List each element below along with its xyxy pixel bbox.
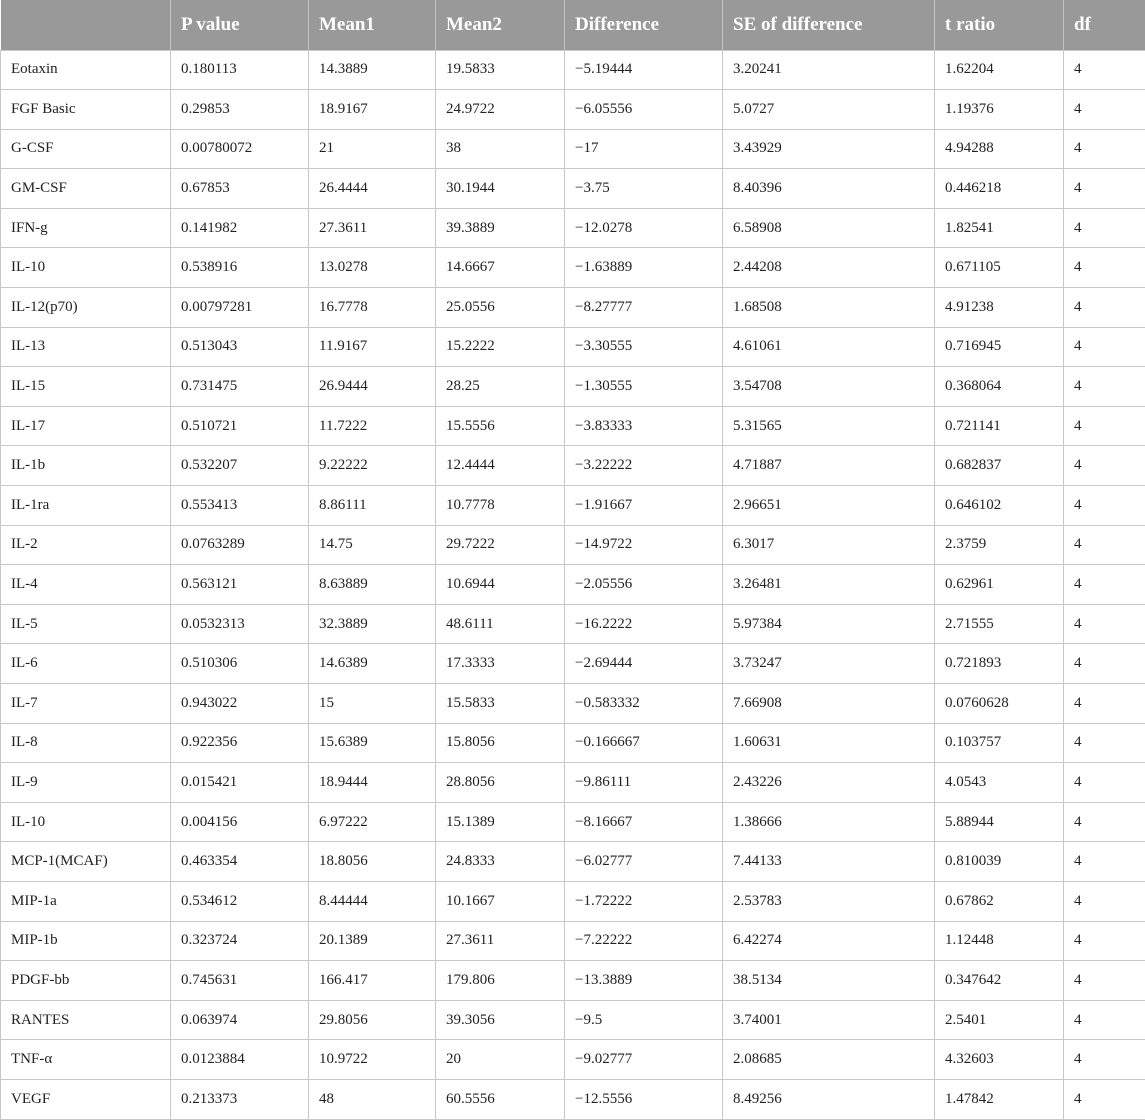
cell-t-ratio: 0.368064 (935, 367, 1064, 407)
cell-se-of-difference: 7.44133 (723, 842, 935, 882)
cell-t-ratio: 0.0760628 (935, 684, 1064, 724)
cell-analyte: IL-15 (1, 367, 171, 407)
cell-mean1: 27.3611 (309, 208, 436, 248)
cell-p-value: 0.180113 (171, 50, 309, 90)
cell-analyte: IL-12(p70) (1, 288, 171, 328)
cell-analyte: IFN-g (1, 208, 171, 248)
cell-p-value: 0.29853 (171, 90, 309, 130)
cell-mean1: 26.9444 (309, 367, 436, 407)
cell-analyte: IL-4 (1, 565, 171, 605)
cell-mean2: 39.3056 (436, 1000, 565, 1040)
table-row (1, 248, 1145, 288)
cell-difference: −9.5 (565, 1000, 723, 1040)
cell-se-of-difference: 4.61061 (723, 327, 935, 367)
cell-mean1: 10.9722 (309, 1040, 436, 1080)
cell-se-of-difference: 3.20241 (723, 50, 935, 90)
cell-df: 4 (1064, 842, 1145, 882)
cell-analyte: IL-17 (1, 406, 171, 446)
cell-se-of-difference: 7.66908 (723, 684, 935, 724)
cell-mean2: 27.3611 (436, 921, 565, 961)
table-row (1, 129, 1145, 169)
cell-df: 4 (1064, 90, 1145, 130)
cell-p-value: 0.004156 (171, 802, 309, 842)
cell-p-value: 0.323724 (171, 921, 309, 961)
cell-mean1: 48 (309, 1079, 436, 1119)
cell-analyte: RANTES (1, 1000, 171, 1040)
cell-mean2: 19.5833 (436, 50, 565, 90)
cell-analyte: GM-CSF (1, 169, 171, 209)
cell-difference: −3.75 (565, 169, 723, 209)
cell-t-ratio: 1.62204 (935, 50, 1064, 90)
column-header-analyte (1, 0, 171, 50)
cell-mean1: 15 (309, 684, 436, 724)
cell-t-ratio: 4.91238 (935, 288, 1064, 328)
cell-df: 4 (1064, 169, 1145, 209)
cell-se-of-difference: 3.74001 (723, 1000, 935, 1040)
cell-mean1: 8.44444 (309, 881, 436, 921)
cell-se-of-difference: 38.5134 (723, 961, 935, 1001)
cell-analyte: IL-10 (1, 248, 171, 288)
cell-mean1: 6.97222 (309, 802, 436, 842)
cell-mean2: 48.6111 (436, 604, 565, 644)
cell-mean1: 14.3889 (309, 50, 436, 90)
cell-mean2: 30.1944 (436, 169, 565, 209)
cell-mean2: 179.806 (436, 961, 565, 1001)
column-header-df: df (1064, 0, 1145, 50)
table-row (1, 288, 1145, 328)
cell-analyte: IL-2 (1, 525, 171, 565)
cell-df: 4 (1064, 1040, 1145, 1080)
cell-difference: −12.5556 (565, 1079, 723, 1119)
cell-p-value: 0.553413 (171, 486, 309, 526)
cell-mean1: 9.22222 (309, 446, 436, 486)
cell-analyte: VEGF (1, 1079, 171, 1119)
cell-difference: −9.02777 (565, 1040, 723, 1080)
cell-difference: −14.9722 (565, 525, 723, 565)
cell-mean2: 10.7778 (436, 486, 565, 526)
cell-analyte: IL-10 (1, 802, 171, 842)
cell-se-of-difference: 2.53783 (723, 881, 935, 921)
table-row (1, 565, 1145, 605)
cell-analyte: FGF Basic (1, 90, 171, 130)
cell-analyte: IL-13 (1, 327, 171, 367)
cell-df: 4 (1064, 1000, 1145, 1040)
cell-analyte: MIP-1b (1, 921, 171, 961)
cell-t-ratio: 2.71555 (935, 604, 1064, 644)
cell-analyte: IL-9 (1, 763, 171, 803)
column-header-mean2: Mean2 (436, 0, 565, 50)
table-row (1, 842, 1145, 882)
cell-difference: −3.83333 (565, 406, 723, 446)
table-row (1, 961, 1145, 1001)
cell-p-value: 0.463354 (171, 842, 309, 882)
cell-se-of-difference: 3.54708 (723, 367, 935, 407)
cell-difference: −1.63889 (565, 248, 723, 288)
cell-se-of-difference: 1.60631 (723, 723, 935, 763)
cell-t-ratio: 1.82541 (935, 208, 1064, 248)
cell-mean2: 10.1667 (436, 881, 565, 921)
cell-mean2: 15.2222 (436, 327, 565, 367)
cell-t-ratio: 4.0543 (935, 763, 1064, 803)
cell-mean2: 24.9722 (436, 90, 565, 130)
table-row (1, 169, 1145, 209)
cell-se-of-difference: 5.31565 (723, 406, 935, 446)
cell-mean1: 20.1389 (309, 921, 436, 961)
cell-df: 4 (1064, 802, 1145, 842)
cell-mean2: 15.5556 (436, 406, 565, 446)
cell-mean2: 15.1389 (436, 802, 565, 842)
cell-df: 4 (1064, 1079, 1145, 1119)
cell-se-of-difference: 5.0727 (723, 90, 935, 130)
column-header-p-value: P value (171, 0, 309, 50)
cell-p-value: 0.510306 (171, 644, 309, 684)
cell-se-of-difference: 2.43226 (723, 763, 935, 803)
cell-mean2: 14.6667 (436, 248, 565, 288)
table-row (1, 406, 1145, 446)
cell-p-value: 0.922356 (171, 723, 309, 763)
cell-mean1: 166.417 (309, 961, 436, 1001)
table-row (1, 50, 1145, 90)
cell-analyte: PDGF-bb (1, 961, 171, 1001)
cell-p-value: 0.513043 (171, 327, 309, 367)
cell-se-of-difference: 5.97384 (723, 604, 935, 644)
cell-se-of-difference: 4.71887 (723, 446, 935, 486)
cell-df: 4 (1064, 763, 1145, 803)
cell-df: 4 (1064, 486, 1145, 526)
cell-difference: −9.86111 (565, 763, 723, 803)
cell-difference: −1.91667 (565, 486, 723, 526)
cell-df: 4 (1064, 723, 1145, 763)
cell-se-of-difference: 3.43929 (723, 129, 935, 169)
table-row (1, 90, 1145, 130)
cell-analyte: IL-1ra (1, 486, 171, 526)
cell-difference: −8.16667 (565, 802, 723, 842)
cell-t-ratio: 0.67862 (935, 881, 1064, 921)
cell-t-ratio: 2.3759 (935, 525, 1064, 565)
cell-df: 4 (1064, 921, 1145, 961)
cell-difference: −0.166667 (565, 723, 723, 763)
cell-t-ratio: 4.94288 (935, 129, 1064, 169)
cell-se-of-difference: 8.40396 (723, 169, 935, 209)
cell-mean1: 14.75 (309, 525, 436, 565)
cell-mean1: 8.63889 (309, 565, 436, 605)
cell-t-ratio: 0.682837 (935, 446, 1064, 486)
cell-t-ratio: 0.347642 (935, 961, 1064, 1001)
cell-mean2: 15.8056 (436, 723, 565, 763)
cell-se-of-difference: 2.96651 (723, 486, 935, 526)
table-row (1, 881, 1145, 921)
cell-analyte: MIP-1a (1, 881, 171, 921)
cell-p-value: 0.532207 (171, 446, 309, 486)
cell-se-of-difference: 6.58908 (723, 208, 935, 248)
table-row (1, 525, 1145, 565)
cell-analyte: TNF-α (1, 1040, 171, 1080)
cell-difference: −8.27777 (565, 288, 723, 328)
cell-df: 4 (1064, 129, 1145, 169)
cell-df: 4 (1064, 208, 1145, 248)
cell-se-of-difference: 1.68508 (723, 288, 935, 328)
cell-mean1: 15.6389 (309, 723, 436, 763)
table-body (1, 50, 1145, 1119)
cell-t-ratio: 0.810039 (935, 842, 1064, 882)
cell-difference: −0.583332 (565, 684, 723, 724)
cell-se-of-difference: 1.38666 (723, 802, 935, 842)
cell-mean2: 10.6944 (436, 565, 565, 605)
cell-analyte: IL-5 (1, 604, 171, 644)
cell-mean1: 13.0278 (309, 248, 436, 288)
cell-t-ratio: 0.646102 (935, 486, 1064, 526)
column-header-t-ratio: t ratio (935, 0, 1064, 50)
cell-mean1: 18.9167 (309, 90, 436, 130)
cell-df: 4 (1064, 525, 1145, 565)
cell-p-value: 0.534612 (171, 881, 309, 921)
table-row (1, 1000, 1145, 1040)
cell-mean2: 20 (436, 1040, 565, 1080)
table-row (1, 367, 1145, 407)
cell-se-of-difference: 6.42274 (723, 921, 935, 961)
table-row (1, 486, 1145, 526)
cell-p-value: 0.563121 (171, 565, 309, 605)
table-row (1, 327, 1145, 367)
cell-t-ratio: 1.19376 (935, 90, 1064, 130)
column-header-se-of-difference: SE of difference (723, 0, 935, 50)
cell-p-value: 0.943022 (171, 684, 309, 724)
cell-p-value: 0.0532313 (171, 604, 309, 644)
cell-mean1: 11.9167 (309, 327, 436, 367)
cell-se-of-difference: 6.3017 (723, 525, 935, 565)
cell-df: 4 (1064, 565, 1145, 605)
cell-mean2: 17.3333 (436, 644, 565, 684)
cell-df: 4 (1064, 50, 1145, 90)
cell-t-ratio: 0.62961 (935, 565, 1064, 605)
cell-df: 4 (1064, 406, 1145, 446)
cell-t-ratio: 5.88944 (935, 802, 1064, 842)
cell-mean1: 18.9444 (309, 763, 436, 803)
cell-p-value: 0.745631 (171, 961, 309, 1001)
cell-df: 4 (1064, 604, 1145, 644)
cell-df: 4 (1064, 961, 1145, 1001)
column-header-mean1: Mean1 (309, 0, 436, 50)
cell-se-of-difference: 3.26481 (723, 565, 935, 605)
cell-difference: −2.05556 (565, 565, 723, 605)
table-row (1, 1079, 1145, 1119)
table-row (1, 723, 1145, 763)
cell-se-of-difference: 2.08685 (723, 1040, 935, 1080)
cell-t-ratio: 1.12448 (935, 921, 1064, 961)
cell-mean2: 28.25 (436, 367, 565, 407)
cell-mean1: 21 (309, 129, 436, 169)
cell-mean2: 28.8056 (436, 763, 565, 803)
cell-df: 4 (1064, 446, 1145, 486)
cell-mean1: 18.8056 (309, 842, 436, 882)
cell-mean2: 15.5833 (436, 684, 565, 724)
cell-analyte: MCP-1(MCAF) (1, 842, 171, 882)
table-row (1, 644, 1145, 684)
cell-mean2: 38 (436, 129, 565, 169)
cell-t-ratio: 0.671105 (935, 248, 1064, 288)
cell-p-value: 0.00797281 (171, 288, 309, 328)
cell-mean2: 29.7222 (436, 525, 565, 565)
cell-analyte: IL-8 (1, 723, 171, 763)
cell-mean1: 26.4444 (309, 169, 436, 209)
cell-analyte: IL-1b (1, 446, 171, 486)
cell-p-value: 0.00780072 (171, 129, 309, 169)
cell-mean1: 29.8056 (309, 1000, 436, 1040)
cell-df: 4 (1064, 881, 1145, 921)
table-header-row (1, 0, 1145, 50)
cell-t-ratio: 0.103757 (935, 723, 1064, 763)
cell-se-of-difference: 3.73247 (723, 644, 935, 684)
cell-difference: −16.2222 (565, 604, 723, 644)
cell-difference: −1.72222 (565, 881, 723, 921)
cell-mean1: 16.7778 (309, 288, 436, 328)
cell-df: 4 (1064, 288, 1145, 328)
cell-df: 4 (1064, 248, 1145, 288)
cell-df: 4 (1064, 644, 1145, 684)
cell-p-value: 0.213373 (171, 1079, 309, 1119)
cell-mean2: 39.3889 (436, 208, 565, 248)
cell-df: 4 (1064, 684, 1145, 724)
cell-difference: −3.22222 (565, 446, 723, 486)
cell-difference: −1.30555 (565, 367, 723, 407)
cell-p-value: 0.538916 (171, 248, 309, 288)
cell-se-of-difference: 2.44208 (723, 248, 935, 288)
cell-difference: −5.19444 (565, 50, 723, 90)
column-header-difference: Difference (565, 0, 723, 50)
cell-mean2: 60.5556 (436, 1079, 565, 1119)
cell-difference: −3.30555 (565, 327, 723, 367)
table-row (1, 684, 1145, 724)
cell-difference: −13.3889 (565, 961, 723, 1001)
cell-difference: −6.05556 (565, 90, 723, 130)
cell-p-value: 0.0123884 (171, 1040, 309, 1080)
cell-difference: −2.69444 (565, 644, 723, 684)
cell-t-ratio: 4.32603 (935, 1040, 1064, 1080)
cell-p-value: 0.67853 (171, 169, 309, 209)
cell-mean1: 14.6389 (309, 644, 436, 684)
table-row (1, 1040, 1145, 1080)
table-row (1, 802, 1145, 842)
cell-analyte: IL-6 (1, 644, 171, 684)
cell-t-ratio: 0.721893 (935, 644, 1064, 684)
cell-t-ratio: 0.446218 (935, 169, 1064, 209)
cell-t-ratio: 0.721141 (935, 406, 1064, 446)
cell-t-ratio: 1.47842 (935, 1079, 1064, 1119)
cell-difference: −7.22222 (565, 921, 723, 961)
cell-mean2: 12.4444 (436, 446, 565, 486)
table-row (1, 763, 1145, 803)
cell-difference: −6.02777 (565, 842, 723, 882)
cell-p-value: 0.015421 (171, 763, 309, 803)
cell-p-value: 0.0763289 (171, 525, 309, 565)
cell-analyte: G-CSF (1, 129, 171, 169)
cell-difference: −17 (565, 129, 723, 169)
cell-analyte: IL-7 (1, 684, 171, 724)
cell-se-of-difference: 8.49256 (723, 1079, 935, 1119)
table-row (1, 446, 1145, 486)
cell-difference: −12.0278 (565, 208, 723, 248)
cell-mean2: 24.8333 (436, 842, 565, 882)
cell-mean1: 8.86111 (309, 486, 436, 526)
cell-p-value: 0.510721 (171, 406, 309, 446)
cell-analyte: Eotaxin (1, 50, 171, 90)
cell-p-value: 0.141982 (171, 208, 309, 248)
cell-df: 4 (1064, 367, 1145, 407)
cell-mean1: 11.7222 (309, 406, 436, 446)
cell-t-ratio: 2.5401 (935, 1000, 1064, 1040)
cell-df: 4 (1064, 327, 1145, 367)
table-row (1, 208, 1145, 248)
cell-t-ratio: 0.716945 (935, 327, 1064, 367)
cell-mean1: 32.3889 (309, 604, 436, 644)
cell-mean2: 25.0556 (436, 288, 565, 328)
cell-p-value: 0.063974 (171, 1000, 309, 1040)
table-row (1, 921, 1145, 961)
cell-p-value: 0.731475 (171, 367, 309, 407)
table-row (1, 604, 1145, 644)
